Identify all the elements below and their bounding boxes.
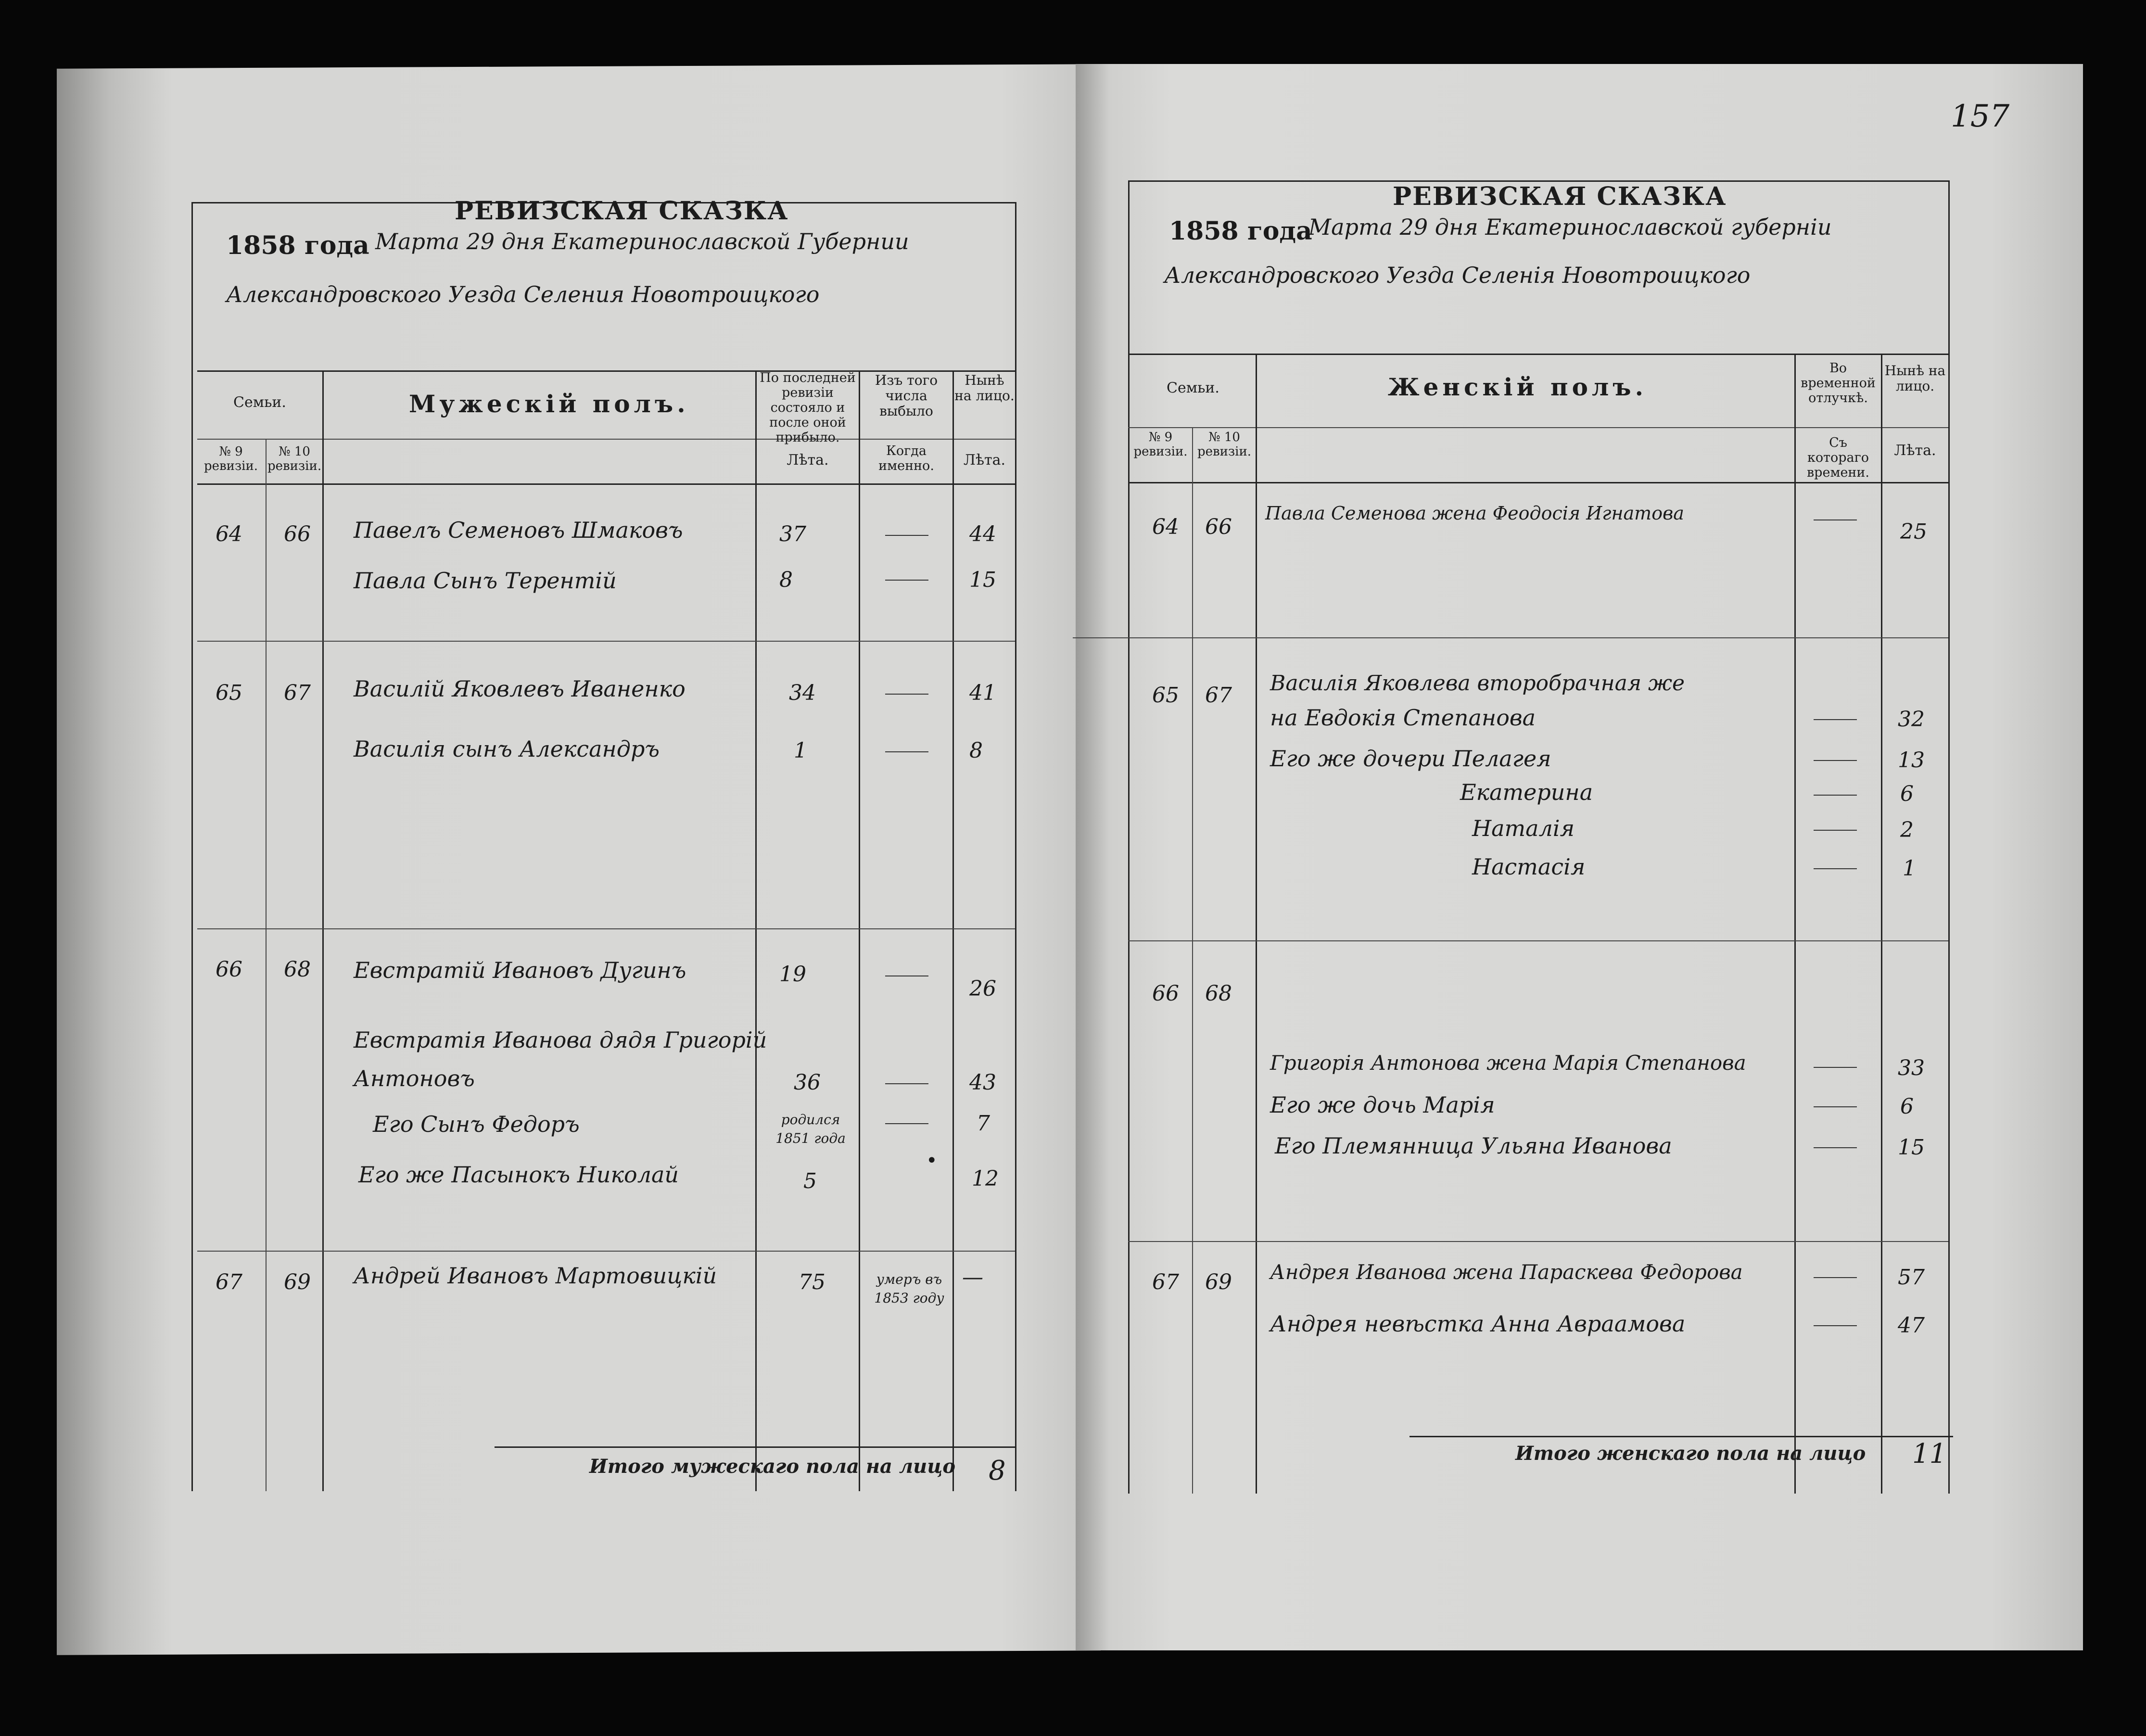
left-hdr-family: Семьи. bbox=[233, 394, 286, 411]
age-now-cell: 8 bbox=[969, 738, 983, 763]
name-cell: на Евдокія Степанова bbox=[1270, 705, 1536, 731]
left-hdr-prev-rev: По последней ревизіи состояло и после оной прибыло. bbox=[760, 370, 856, 445]
name-cell: Василій Яковлевъ Иваненко bbox=[354, 676, 686, 702]
age-now-cell: 43 bbox=[969, 1070, 996, 1095]
right-date-text: Марта 29 дня Екатеринославской губерніи bbox=[1308, 214, 1832, 240]
age-now-cell: 57 bbox=[1898, 1265, 1925, 1290]
left-hdr-now: Нынѣ на лицо. bbox=[954, 372, 1015, 404]
name-cell: Григорія Антонова жена Марія Степанова bbox=[1270, 1051, 1746, 1075]
age-now-cell: 25 bbox=[1900, 520, 1927, 544]
name-cell: Его же дочери Пелагея bbox=[1270, 746, 1551, 772]
name-cell: Павелъ Семеновъ Шмаковъ bbox=[354, 517, 683, 543]
rev10-cell: 69 bbox=[284, 1270, 311, 1294]
rev10-cell: 66 bbox=[284, 522, 311, 546]
left-hdr-dropped: Изъ того числа выбыло bbox=[875, 372, 938, 419]
age-now-cell: 6 bbox=[1900, 782, 1914, 806]
right-district-text: Александровского Уезда Селенія Новотроицкого bbox=[1164, 262, 1751, 288]
name-cell: Его Племянница Ульяна Иванова bbox=[1275, 1133, 1672, 1159]
left-hdr-rev9: № 9 ревизіи. bbox=[203, 444, 258, 473]
age-prev-cell: 37 bbox=[779, 522, 806, 546]
name-cell: Павла Семенова жена Феодосія Игнатова bbox=[1265, 503, 1684, 524]
age-prev-cell: 36 bbox=[794, 1070, 821, 1095]
age-now-cell: 6 bbox=[1900, 1094, 1914, 1119]
age-prev-cell: 19 bbox=[779, 962, 806, 987]
name-cell: Павла Сынъ Терентій bbox=[354, 568, 617, 594]
name-cell: Василія сынъ Александръ bbox=[354, 736, 660, 762]
left-hdr-now-ages: Лѣта. bbox=[963, 452, 1006, 469]
rev10-cell: 68 bbox=[284, 957, 311, 982]
age-prev-cell: 1 bbox=[794, 738, 807, 763]
left-form-title: РЕВИЗСКАЯ СКАЗКА bbox=[455, 196, 789, 226]
rev9-cell: 64 bbox=[1152, 515, 1179, 539]
age-prev-cell: родился 1851 года bbox=[775, 1112, 846, 1147]
rev9-cell: 67 bbox=[1152, 1270, 1179, 1294]
age-now-cell: 13 bbox=[1898, 748, 1925, 773]
name-cell: Наталія bbox=[1472, 815, 1575, 841]
name-cell: Евстратій Ивановъ Дугинъ bbox=[354, 957, 686, 983]
right-hdr-female: Женскій полъ. bbox=[1388, 373, 1648, 401]
rev9-cell: 67 bbox=[216, 1270, 242, 1294]
age-now-cell: 44 bbox=[969, 522, 996, 546]
right-hdr-since: Съ котораго времени. bbox=[1806, 435, 1870, 481]
rev9-cell: 66 bbox=[1152, 981, 1179, 1006]
age-now-cell: — bbox=[962, 1265, 983, 1290]
age-now-cell: 41 bbox=[969, 681, 996, 705]
right-hdr-absent: Во временной отлучкѣ. bbox=[1801, 361, 1876, 406]
name-cell: Андрей Ивановъ Мартовицкій bbox=[354, 1263, 717, 1289]
rev9-cell: 65 bbox=[216, 681, 242, 705]
name-cell: Екатерина bbox=[1460, 779, 1593, 805]
left-date-prefix: 1858 года bbox=[226, 231, 369, 260]
rev10-cell: 68 bbox=[1205, 981, 1232, 1006]
name-cell: Андрея Иванова жена Параскева Федорова bbox=[1270, 1260, 1743, 1284]
name-cell: Андрея невѣстка Анна Авраамова bbox=[1270, 1311, 1686, 1337]
age-now-cell: 2 bbox=[1900, 818, 1914, 842]
age-prev-cell: 34 bbox=[789, 681, 816, 705]
right-hdr-now: Нынѣ на лицо. bbox=[1884, 363, 1946, 394]
age-prev-cell: 75 bbox=[799, 1270, 825, 1294]
right-hdr-now-ages: Лѣта. bbox=[1894, 442, 1936, 459]
name-cell: Василія Яковлева второбрачная же bbox=[1270, 671, 1685, 696]
name-cell: Его же Пасынокъ Николай bbox=[358, 1162, 679, 1188]
name-cell: Евстратія Иванова дядя Григорій bbox=[354, 1027, 767, 1053]
left-hdr-rev10: № 10 ревизіи. bbox=[267, 444, 322, 473]
dropped-cell: • bbox=[926, 1150, 938, 1172]
left-total-value: 8 bbox=[989, 1455, 1006, 1486]
rev10-cell: 67 bbox=[1205, 683, 1232, 708]
age-now-cell: 12 bbox=[972, 1166, 999, 1191]
dropped-cell: умеръ въ 1853 году bbox=[874, 1271, 944, 1306]
rev9-cell: 65 bbox=[1152, 683, 1179, 708]
right-hdr-rev9: № 9 ревизіи. bbox=[1133, 430, 1188, 459]
name-cell: Настасія bbox=[1472, 854, 1586, 880]
name-cell: Его же дочь Марія bbox=[1270, 1092, 1495, 1118]
left-district-text: Александровского Уезда Селения Новотроицкого bbox=[226, 281, 820, 307]
age-prev-cell: 5 bbox=[803, 1169, 817, 1193]
right-total-value: 11 bbox=[1912, 1438, 1947, 1470]
name-cell: Антоновъ bbox=[354, 1065, 475, 1091]
age-prev-cell: 8 bbox=[779, 568, 793, 592]
page-number: 157 bbox=[1951, 99, 2010, 134]
age-now-cell: 15 bbox=[1898, 1135, 1925, 1160]
right-date-prefix: 1858 года bbox=[1169, 216, 1312, 246]
rev10-cell: 66 bbox=[1205, 515, 1232, 539]
left-total-label: Итого мужескаго пола на лицо bbox=[589, 1455, 956, 1478]
age-now-cell: 1 bbox=[1903, 856, 1916, 881]
age-now-cell: 7 bbox=[977, 1111, 990, 1136]
rev9-cell: 66 bbox=[216, 957, 242, 982]
left-hdr-ages: Лѣта. bbox=[787, 452, 829, 469]
right-hdr-rev10: № 10 ревизіи. bbox=[1197, 430, 1252, 459]
rev9-cell: 64 bbox=[216, 522, 242, 546]
rev10-cell: 69 bbox=[1205, 1270, 1232, 1294]
right-hdr-family: Семьи. bbox=[1167, 380, 1219, 396]
left-date-text: Марта 29 дня Екатеринославской Губернии bbox=[375, 228, 909, 254]
left-hdr-male: Мужескій полъ. bbox=[409, 390, 689, 418]
age-now-cell: 47 bbox=[1898, 1313, 1925, 1338]
age-now-cell: 32 bbox=[1898, 707, 1925, 732]
left-hdr-when: Когда именно. bbox=[878, 444, 934, 474]
age-now-cell: 26 bbox=[969, 976, 996, 1001]
age-now-cell: 15 bbox=[969, 568, 996, 592]
age-now-cell: 33 bbox=[1898, 1056, 1925, 1080]
name-cell: Его Сынъ Федоръ bbox=[373, 1111, 580, 1137]
right-form-title: РЕВИЗСКАЯ СКАЗКА bbox=[1393, 182, 1727, 211]
rev10-cell: 67 bbox=[284, 681, 311, 705]
right-total-label: Итого женскаго пола на лицо bbox=[1515, 1442, 1866, 1465]
